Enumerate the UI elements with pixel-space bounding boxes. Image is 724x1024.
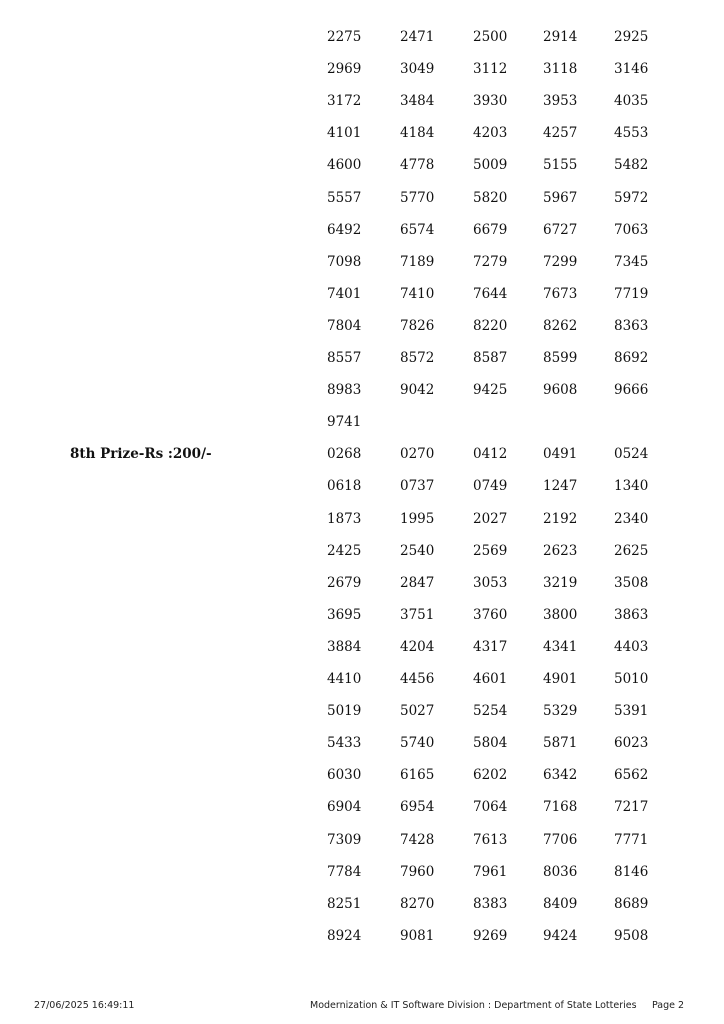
ticket-number: 2192 [543, 510, 578, 527]
ticket-number: 8270 [400, 895, 435, 912]
ticket-number: 7063 [614, 221, 649, 238]
ticket-number: 7410 [400, 285, 435, 302]
ticket-number: 2914 [543, 29, 578, 45]
ticket-number: 3484 [400, 93, 435, 110]
ticket-number: 4101 [327, 125, 362, 142]
ticket-number: 8409 [543, 895, 578, 912]
ticket-number: 7644 [473, 285, 508, 302]
ticket-number: 7784 [327, 863, 362, 880]
ticket-number: 9042 [400, 382, 435, 399]
ticket-number: 3219 [543, 574, 578, 591]
ticket-number: 8557 [327, 350, 362, 366]
ticket-number: 2027 [473, 510, 508, 527]
ticket-number: 8692 [614, 350, 649, 366]
ticket-number: 5010 [614, 671, 649, 687]
ticket-number: 3053 [473, 574, 508, 591]
ticket-number: 4410 [327, 671, 362, 687]
ticket-number: 9666 [614, 382, 649, 399]
ticket-number: 9608 [543, 382, 578, 399]
ticket-number: 7279 [473, 253, 508, 270]
footer-timestamp: 27/06/2025 16:49:11 [34, 1000, 135, 1011]
ticket-number: 4600 [327, 157, 362, 174]
ticket-number: 4204 [400, 638, 435, 655]
ticket-number: 3049 [400, 61, 435, 78]
ticket-number: 5155 [543, 157, 578, 174]
ticket-number: 4553 [614, 125, 649, 142]
ticket-number: 8599 [543, 350, 578, 366]
ticket-number: 9741 [327, 414, 362, 431]
ticket-number: 6030 [327, 767, 362, 784]
footer-division: Modernization & IT Software Division : Department of State Lotteries [310, 1000, 637, 1011]
ticket-number: 2569 [473, 542, 508, 559]
ticket-number: 4184 [400, 125, 435, 142]
ticket-number: 7961 [473, 863, 508, 880]
ticket-number: 3172 [327, 93, 362, 110]
ticket-number: 5019 [327, 703, 362, 720]
ticket-number: 6679 [473, 221, 508, 238]
ticket-number: 6492 [327, 221, 362, 238]
ticket-number: 9508 [614, 927, 649, 944]
prize-label: 8th Prize-Rs :200/- [70, 446, 212, 463]
ticket-number: 2925 [614, 29, 649, 45]
ticket-number: 7168 [543, 799, 578, 816]
ticket-number: 2625 [614, 542, 649, 559]
ticket-number: 6727 [543, 221, 578, 238]
ticket-number: 2679 [327, 574, 362, 591]
ticket-number: 6342 [543, 767, 578, 784]
ticket-number: 5972 [614, 189, 649, 206]
ticket-number: 0412 [473, 446, 508, 463]
ticket-number: 3760 [473, 606, 508, 623]
ticket-number: 2623 [543, 542, 578, 559]
ticket-number: 8983 [327, 382, 362, 399]
ticket-number: 4601 [473, 671, 508, 687]
ticket-number: 5557 [327, 189, 362, 206]
ticket-number: 5433 [327, 735, 362, 752]
ticket-number: 8924 [327, 927, 362, 944]
ticket-number: 8363 [614, 317, 649, 334]
ticket-number: 1340 [614, 478, 649, 495]
ticket-number: 5804 [473, 735, 508, 752]
ticket-number: 2425 [327, 542, 362, 559]
ticket-number: 5482 [614, 157, 649, 174]
ticket-number: 7613 [473, 831, 508, 848]
ticket-number: 6023 [614, 735, 649, 752]
ticket-number: 6202 [473, 767, 508, 784]
ticket-number: 3118 [543, 61, 578, 78]
ticket-number: 7217 [614, 799, 649, 816]
ticket-number: 0270 [400, 446, 435, 463]
ticket-number: 5329 [543, 703, 578, 720]
ticket-number: 0737 [400, 478, 435, 495]
ticket-number: 3800 [543, 606, 578, 623]
ticket-number: 2847 [400, 574, 435, 591]
ticket-number: 0524 [614, 446, 649, 463]
ticket-number: 0268 [327, 446, 362, 463]
ticket-number: 6904 [327, 799, 362, 816]
ticket-number: 9425 [473, 382, 508, 399]
ticket-number: 2471 [400, 29, 435, 45]
ticket-number: 0491 [543, 446, 578, 463]
ticket-number: 7719 [614, 285, 649, 302]
ticket-number: 9424 [543, 927, 578, 944]
ticket-number: 6562 [614, 767, 649, 784]
ticket-number: 4403 [614, 638, 649, 655]
ticket-number: 8572 [400, 350, 435, 366]
ticket-number: 7189 [400, 253, 435, 270]
ticket-number: 7673 [543, 285, 578, 302]
ticket-number: 7345 [614, 253, 649, 270]
ticket-number: 7401 [327, 285, 362, 302]
ticket-number: 3695 [327, 606, 362, 623]
ticket-number: 7706 [543, 831, 578, 848]
ticket-number: 7064 [473, 799, 508, 816]
ticket-number: 5770 [400, 189, 435, 206]
ticket-number: 5027 [400, 703, 435, 720]
ticket-number: 0749 [473, 478, 508, 495]
ticket-number: 6574 [400, 221, 435, 238]
ticket-number: 3508 [614, 574, 649, 591]
ticket-number: 3112 [473, 61, 508, 78]
ticket-number: 8262 [543, 317, 578, 334]
ticket-number: 6954 [400, 799, 435, 816]
ticket-number: 7299 [543, 253, 578, 270]
ticket-number: 8146 [614, 863, 649, 880]
ticket-number: 8036 [543, 863, 578, 880]
ticket-number: 4203 [473, 125, 508, 142]
ticket-number: 4257 [543, 125, 578, 142]
ticket-number: 8383 [473, 895, 508, 912]
ticket-number: 6165 [400, 767, 435, 784]
ticket-number: 8251 [327, 895, 362, 912]
ticket-number: 5009 [473, 157, 508, 174]
ticket-number: 0618 [327, 478, 362, 495]
ticket-number: 8220 [473, 317, 508, 334]
ticket-number: 7428 [400, 831, 435, 848]
ticket-number: 5254 [473, 703, 508, 720]
ticket-number: 5871 [543, 735, 578, 752]
ticket-number: 4778 [400, 157, 435, 174]
ticket-number: 5391 [614, 703, 649, 720]
ticket-number: 3863 [614, 606, 649, 623]
ticket-number: 3146 [614, 61, 649, 78]
ticket-number: 9269 [473, 927, 508, 944]
ticket-number: 8689 [614, 895, 649, 912]
ticket-number: 7804 [327, 317, 362, 334]
footer-page-number: Page 2 [652, 1000, 685, 1011]
ticket-number: 7826 [400, 317, 435, 334]
ticket-number: 4317 [473, 638, 508, 655]
ticket-number: 1995 [400, 510, 435, 527]
ticket-number: 5820 [473, 189, 508, 206]
ticket-number: 9081 [400, 927, 435, 944]
ticket-number: 3884 [327, 638, 362, 655]
ticket-number: 4901 [543, 671, 578, 687]
ticket-number: 1247 [543, 478, 578, 495]
ticket-number: 1873 [327, 510, 362, 527]
ticket-number: 3751 [400, 606, 435, 623]
ticket-number: 3930 [473, 93, 508, 110]
ticket-number: 7098 [327, 253, 362, 270]
ticket-number: 2340 [614, 510, 649, 527]
ticket-number: 7960 [400, 863, 435, 880]
ticket-number: 4341 [543, 638, 578, 655]
ticket-number: 4456 [400, 671, 435, 687]
ticket-number: 7309 [327, 831, 362, 848]
ticket-number: 5740 [400, 735, 435, 752]
ticket-number: 4035 [614, 93, 649, 110]
ticket-number: 3953 [543, 93, 578, 110]
ticket-number: 2500 [473, 29, 508, 45]
ticket-number: 8587 [473, 350, 508, 366]
ticket-number: 2969 [327, 61, 362, 78]
ticket-number: 2540 [400, 542, 435, 559]
ticket-number: 2275 [327, 29, 362, 45]
ticket-number: 5967 [543, 189, 578, 206]
ticket-number: 7771 [614, 831, 649, 848]
